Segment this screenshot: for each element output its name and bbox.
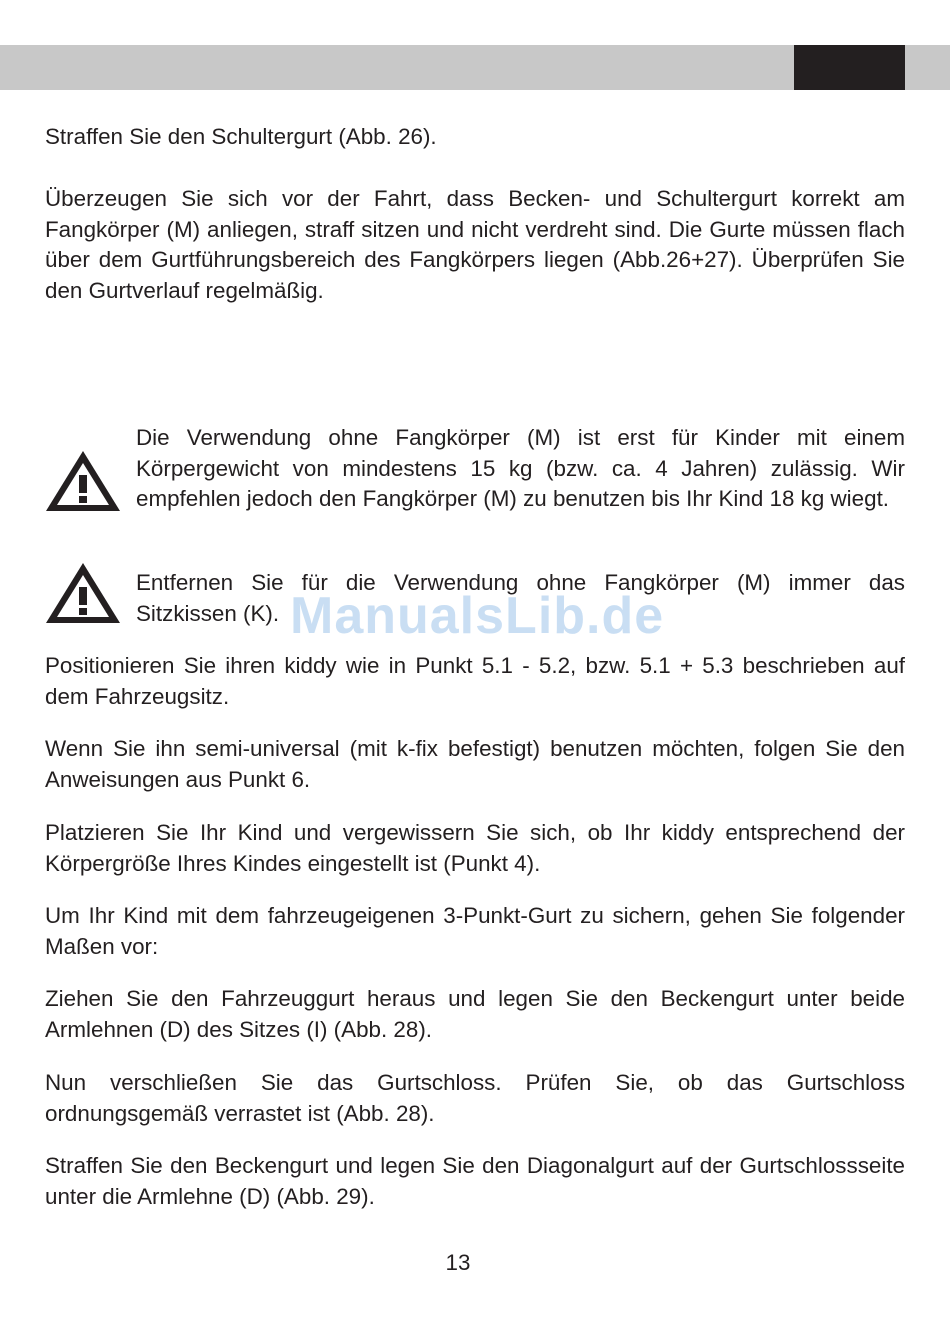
watermark: ManualsLib.de (290, 587, 665, 645)
warning-triangle-icon (44, 449, 122, 513)
warning-text-without-impact-shield: Die Verwendung ohne Fangkörper (M) ist erst für Kinder mit einem Körpergewicht von mindestens 15 kg (bzw. ca. 4 Jahren) zulässig. Wir empfehlen jedoch den Fangkörper (M) zu benutzen bis Ihr Kind 18 kg wiegt. (136, 425, 905, 511)
paragraph-pull-belt: Ziehen Sie den Fahrzeuggurt heraus und legen Sie den Beckengurt unter beide Armlehnen (D) des Sitzes (I) (Abb. 28). (45, 986, 905, 1042)
paragraph-tighten-lap-belt: Straffen Sie den Beckengurt und legen Sie den Diagonalgurt auf der Gurtschlossseite unter die Armlehne (D) (Abb. 29). (45, 1153, 905, 1209)
paragraph-position-kiddy: Positionieren Sie ihren kiddy wie in Punkt 5.1 - 5.2, bzw. 5.1 + 5.3 beschrieben auf dem Fahrzeugsitz. (45, 653, 905, 709)
header-block (794, 45, 905, 90)
paragraph-place-child: Platzieren Sie Ihr Kind und vergewissern Sie sich, ob Ihr kiddy entsprechend der Körpergröße Ihres Kindes eingestellt ist (Punkt 4). (45, 820, 905, 876)
paragraph-3-point-belt: Um Ihr Kind mit dem fahrzeugeigenen 3-Punkt-Gurt zu sichern, gehen Sie folgender Maßen vor: (45, 903, 905, 959)
warning-triangle-icon (44, 561, 122, 625)
paragraph-close-buckle: Nun verschließen Sie das Gurtschloss. Prüfen Sie, ob das Gurtschloss ordnungsgemäß verrastet ist (Abb. 28). (45, 1070, 905, 1126)
paragraph-semi-universal: Wenn Sie ihn semi-universal (mit k-fix befestigt) benutzen möchten, folgen Sie den Anweisungen aus Punkt 6. (45, 736, 905, 792)
paragraph-tighten-shoulder-belt: Straffen Sie den Schultergurt (Abb. 26). (45, 124, 437, 149)
paragraph-check-belts: Überzeugen Sie sich vor der Fahrt, dass Becken- und Schultergurt korrekt am Fangkörper (M) anliegen, straff sitzen und nicht verdreht sind. Die Gurte müssen flach über dem Gurtführungsbereich des Fangkörpers liegen (Abb.26+27). Überprüfen Sie den Gurtverlauf regelmäßig. (45, 186, 905, 303)
warning-text-remove-seat-cushion: Entfernen Sie für die Verwendung ohne Fangkörper (M) immer das Sitzkissen (K). (136, 570, 905, 626)
page-number: 13 (445, 1250, 471, 1275)
